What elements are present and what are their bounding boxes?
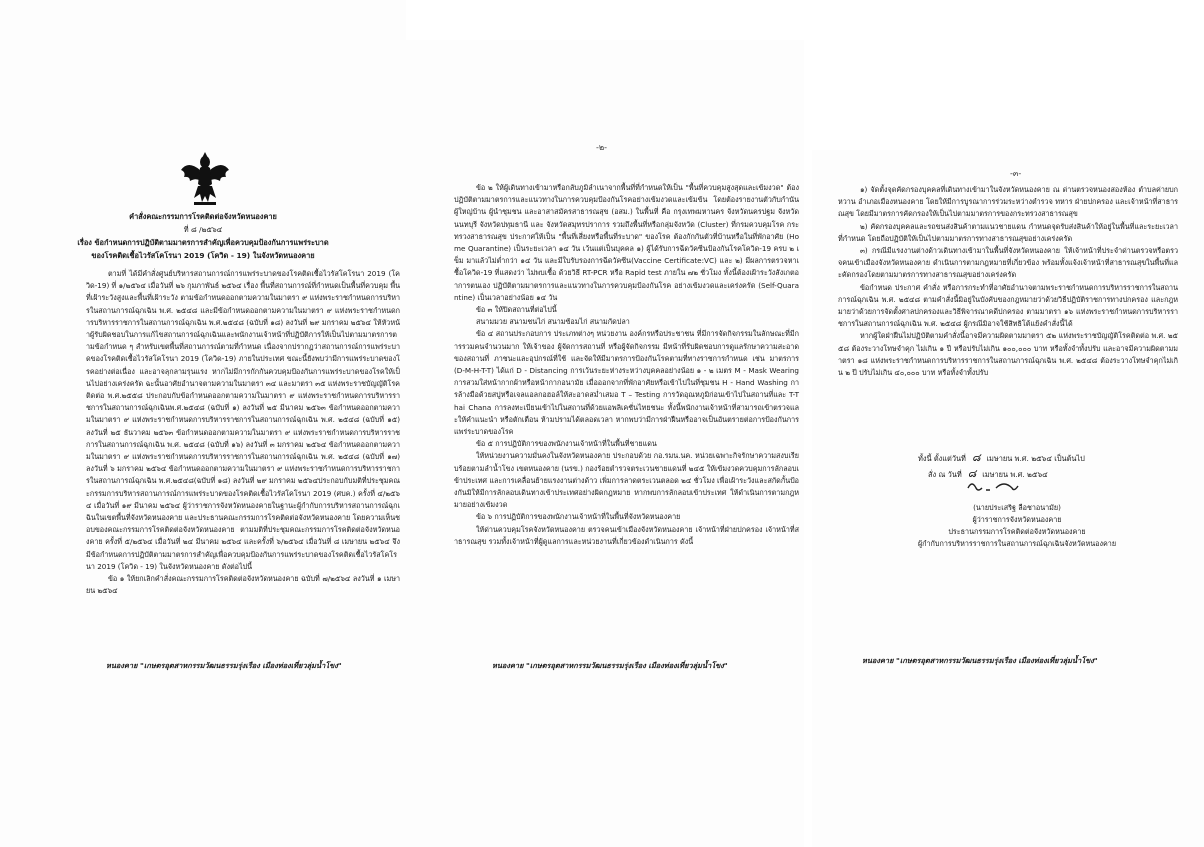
clause-6-heading: ข้อ ๖ การปฏิบัติการของพนักงานเจ้าหน้าที่ในพื้นที่จังหวัดหนองคาย — [476, 512, 681, 522]
document-page-2 — [404, 40, 804, 847]
penalty-paragraph: หากผู้ใดฝ่าฝืนไม่ปฏิบัติตามคำสั่งนี้อาจมีความผิดตามมาตรา ๕๒ แห่งพระราชบัญญัติโรคติดต่อ พ.ศ. ๒๕๕๘ ต้องระวางโทษจำคุก ไม่เกิน ๑ ปี หรือปรับไม่เกิน ๑๐๐,๐๐๐ บาท หรือทั้งจำทั้งปรับ และอาจมีความผิดตามมาตรา ๑๘ แห่งพระราชกำหนดการบริหารราชการในสถานการณ์ฉุกเฉิน พ.ศ. ๒๕๔๘ ต้องระวางโทษจำคุกไม่เกิน ๒ ปี ปรับไม่เกิน ๔๐,๐๐๐ บาท หรือทั้งจำทั้งปรับ — [838, 331, 1178, 378]
order-subject-line2: ของโรคติดเชื้อไวรัสโคโรนา 2019 (โควิด - 19) ในจังหวัดหนองคาย — [91, 251, 315, 260]
clause-5-body: ให้หน่วยงานความมั่นคงในจังหวัดหนองคาย ประกอบด้วย กอ.รมน.นค. หน่วยเฉพาะกิจรักษาความสงบเรียบร้อยตามลำน้ำโขง เขตหนองคาย (นรข.) กองร้อยตำรวจตระเวนชายแดนที่ ๒๔๕ ให้เข้มงวดควบคุมการลักลอบเข้าประเทศ และการเคลื่อนย้ายแรงงานต่างด้าว เพิ่มการลาดตระเวนตลอด ๒๔ ชั่วโมง เพื่อเฝ้าระวังและสกัดกั้นป้องกันมิให้มีการลักลอบเดินทางเข้าประเทศอย่างผิดกฎหมาย หากพบการลักลอบเข้าประเทศ ให้ดำเนินการตามกฎหมายอย่างเข้มงวด — [454, 451, 799, 510]
ordered-day: ๘ — [967, 467, 977, 480]
clause-6-body: ให้ด่านควบคุมโรคจังหวัดหนองคาย ตรวจคนเข้าเมืองจังหวัดหนองคาย เจ้าหน้าที่ฝ่ายปกครอง เจ้าหน้าที่สาธารณสุข รวมทั้งเจ้าหน้าที่ผู้ดูแลการและหน่วยงานที่เกี่ยวข้องดำเนินการ ดังนี้ — [454, 524, 799, 546]
signer-name: (นายประเสริฐ ลือชาอนามัย) — [973, 503, 1061, 512]
signature-block — [902, 502, 1132, 550]
effective-suffix: เมษายน พ.ศ. ๒๕๖๔ เป็นต้นไป — [986, 454, 1085, 463]
effective-date — [918, 452, 1085, 465]
signer-title-chair: ประธานกรรมการโรคติดต่อจังหวัดหนองคาย — [948, 527, 1086, 536]
garuda-emblem-icon — [180, 150, 230, 208]
page2-footer-motto: หนองคาย "เกษตรอุตสาหกรรมวัฒนธรรมรุ่งเรือง เมืองท่องเที่ยวลุ่มน้ำโขง" — [492, 661, 728, 670]
page3-body — [838, 184, 1178, 379]
ordered-suffix: เมษายน พ.ศ. ๒๕๖๔ — [982, 470, 1048, 479]
clause-5-heading: ข้อ ๕ การปฏิบัติการของพนักงานเจ้าหน้าที่ในพื้นที่ชายแดน — [476, 439, 657, 449]
signer-title-emergency: ผู้กำกับการบริหารราชการในสถานการณ์ฉุกเฉินจังหวัดหนองคาย — [917, 539, 1117, 548]
ordered-prefix: สั่ง ณ วันที่ — [928, 470, 962, 479]
effective-prefix: ทั้งนี้ ตั้งแต่วันที่ — [918, 454, 966, 463]
clause-6-item-2: ๒) คัดกรองบุคคลและรถขนส่งสินค้าตามแนวชายแดน กำหนดจุดรับส่งสินค้าให้อยู่ในพื้นที่และระยะเวลาที่กำหนด โดยถือปฏิบัติให้เป็นไปตามมาตรการทางสาธารณสุขอย่างเคร่งครัด — [838, 221, 1178, 243]
order-number: ที่ ๘ /๒๕๖๔ — [183, 225, 223, 234]
page3-footer-motto: หนองคาย "เกษตรอุตสาหกรรมวัฒนธรรมรุ่งเรือง เมืองท่องเที่ยวลุ่มน้ำโขง" — [862, 656, 1098, 665]
preamble-paragraph: ตามที่ ได้มีคำสั่งศูนย์บริหารสถานการณ์การแพร่ระบาดของโรคติดเชื้อไวรัสโคโรนา 2019 (โควิด-19) ที่ ๑/๒๕๖๔ เมื่อวันที่ ๒๖ กุมภาพันธ์ ๒๕๖๔ เรื่อง พื้นที่สถานการณ์ที่กำหนดเป็นพื้นที่ควบคุม พื้นที่เฝ้าระวังสูงและพื้นที่เฝ้าระวัง ตามข้อกำหนดออกตามความในมาตรา ๙ แห่งพระราชกำหนดการบริหารในสถานการณ์ฉุกเฉิน พ.ศ. ๒๕๔๘ และมีข้อกำหนดออกตามความในมาตรา ๙ แห่งพระราชกำหนดการบริหารราชการในสถานการณ์ฉุกเฉิน พ.ศ.๒๕๔๘ (ฉบับที่ ๑๘) ลงวันที่ ๒๙ มกราคม ๒๕๖๔ ให้หัวหน้าผู้รับผิดชอบในการแก้ไขสถานการณ์ฉุกเฉินและพนักงานเจ้าหน้าที่ปฏิบัติการให้เป็นไปตามมาตรการตามข้อกำหนด ๆ สำหรับเขตพื้นที่สถานการณ์ตามที่กำหนด เนื่องจากปรากฏว่าสถานการณ์การแพร่ระบาดของโรคติดเชื้อไวรัสโคโรนา 2019 (โควิด-19) ภายในประเทศ ขณะนี้ยังพบว่ามีการแพร่ระบาดของโรคอย่างต่อเนื่อง และอาจลุกลามรุนแรง หากไม่มีการกักกันควบคุมป้องกันการแพร่ระบาดของโรคให้เป็นไปอย่างเคร่งครัด ฉะนั้นอาศัยอำนาจตามความในมาตรา ๓๔ และมาตรา ๓๕ แห่งพระราชบัญญัติโรคติดต่อ พ.ศ.๒๕๕๘ ประกอบกับข้อกำหนดออกตามความในมาตรา ๙ แห่งพระราชกำหนดการบริหารราชการในสถานการณ์ฉุกเฉินพ.ศ.๒๕๔๘ (ฉบับที่ ๑) ลงวันที่ ๒๕ มีนาคม ๒๕๖๓ ข้อกำหนดออกตามความในมาตรา ๙ แห่งพระราชกำหนดการบริหารราชการในสถานการณ์ฉุกเฉิน พ.ศ. ๒๕๔๘ (ฉบับที่ ๑๕) ลงวันที่ ๒๕ ธันวาคม ๒๕๖๓ ข้อกำหนดออกตามความในมาตรา ๙ แห่งพระราชกำหนดการบริหารราชการในสถานการณ์ฉุกเฉิน พ.ศ. ๒๕๔๘ (ฉบับที่ ๑๖) ลงวันที่ ๓ มกราคม ๒๕๖๔ ข้อกำหนดออกตามความในมาตรา ๙ แห่งพระราชกำหนดการบริหารราชการในสถานการณ์ฉุกเฉิน พ.ศ. ๒๕๔๘ (ฉบับที่ ๑๗) ลงวันที่ ๖ มกราคม ๒๕๖๔ ข้อกำหนดออกตามความในมาตรา ๙ แห่งพระราชกำหนดการบริหารราชการในสถานการณ์ฉุกเฉิน พ.ศ.๒๕๔๘(ฉบับที่ ๑๘) ลงวันที่ ๒๙ มกราคม ๒๕๖๔ประกอบกับมติที่ประชุมคณะกรรมการบริหารสถานการณ์การแพร่ระบาดของโรคติดเชื้อไวรัสโคโรนา 2019 (ศบค.) ครั้งที่ ๔/๒๕๖๔ เมื่อวันที่ ๑๙ มีนาคม ๒๕๖๔ ผู้ว่าราชการจังหวัดหนองคายในฐานะผู้กำกับการบริหารสถานการณ์ฉุกเฉินในเขตพื้นที่จังหวัดหนองคาย และประธานคณะกรรมการโรคติดต่อจังหวัดหนองคาย โดยความเห็นชอบของคณะกรรมการโรคติดต่อจังหวัดหนองคาย ตามมติที่ประชุมคณะกรรมการโรคติดต่อจังหวัดหนองคาย ครั้งที่ ๕/๒๕๖๔ เมื่อวันที่ ๒๔ มีนาคม ๒๕๖๔ และครั้งที่ ๖/๒๕๖๔ เมื่อวันที่ ๘ เมษายน ๒๕๖๔ จึงมีข้อกำหนดการปฏิบัติตามมาตรการสำคัญเพื่อควบคุมป้องกันการแพร่ระบาดของโรคติดเชื้อไวรัสโคโรนา 2019 (โควิด - 19) ในจังหวัดหนองคาย ดังต่อไปนี้ — [86, 269, 400, 571]
page2-body — [454, 182, 799, 548]
signature-mark — [962, 476, 1022, 498]
clause-3-list: สนามมวย สนามชนไก่ สนามซ้อมไก่ สนามกัดปลา — [476, 317, 630, 327]
order-subject: เรื่อง ข้อกำหนดการปฏิบัติตามมาตรการสำคัญเพื่อควบคุมป้องกันการแพร่ระบาด — [77, 238, 329, 247]
clause-2: ข้อ ๒ ให้ผู้เดินทางเข้ามาหรือกลับภูมิลำเนาจากพื้นที่ที่กำหนดให้เป็น "พื้นที่ควบคุมสูงสุดและเข้มงวด" ต้องปฏิบัติตามมาตรการและแนวทางในการควบคุมป้องกันโรคอย่างเข้มงวดและเข้มข้น โดยต้องรายงานตัวกับกำนัน ผู้ใหญ่บ้าน ผู้นำชุมชน และอาสาสมัครสาธารณสุข (อสม.) ในพื้นที่ คือ กรุงเทพมหานคร จังหวัดนครปฐม จังหวัดนนทบุรี จังหวัดปทุมธานี และ จังหวัดสมุทรปราการ รวมถึงพื้นที่หรือกลุ่มจังหวัด (Cluster) ที่กรมควบคุมโรค กระทรวงสาธารณสุข ประกาศให้เป็น "พื้นที่เสี่ยงหรือพื้นที่ระบาด" ของโรค ต้องกักกันตัวที่บ้านหรือในที่พักอาศัย (Home Quarantine) เป็นระยะเวลา ๑๔ วัน เว้นแต่เป็นบุคคล ๑) ผู้ได้รับการฉีดวัคซีนป้องกันโรคโควิด-19 ครบ ๒ เข็ม มาแล้วไม่ต่ำกว่า ๑๔ วัน และมีใบรับรองการฉีดวัคซีน(Vaccine Certificate:VC) และ ๒) มีผลการตรวจหาเชื้อโควิด-19 ที่แสดงว่า ไม่พบเชื้อ ด้วยวิธี RT-PCR หรือ Rapid test ภายใน ๗๒ ชั่วโมง ทั้งนี้ต้องเฝ้าระวังสังเกตอาการตนเอง ปฏิบัติตามมาตรการและแนวทางในการควบคุมป้องกันโรค อย่างเข้มงวดและเคร่งครัด (Self-Quarantine) เป็นเวลาอย่างน้อย ๑๔ วัน — [454, 183, 799, 302]
clause-1: ข้อ ๑ ให้ยกเลิกคำสั่งคณะกรรมการโรคติดต่อจังหวัดหนองคาย ฉบับที่ ๗/๒๕๖๔ ลงวันที่ ๑ เมษายน ๒๕๖๔ — [86, 574, 400, 596]
legal-exemption-paragraph: ข้อกำหนด ประกาศ คำสั่ง หรือการกระทำที่อาศัยอำนาจตามพระราชกำหนดการบริหารราชการในสถานการณ์ฉุกเฉิน พ.ศ. ๒๕๔๘ ตามคำสั่งนี้มิอยู่ในบังคับของกฎหมายว่าด้วยวิธีปฏิบัติราชการทางปกครอง และกฎหมายว่าด้วยการจัดตั้งศาลปกครองและวิธีพิจารณาคดีปกครอง ตามมาตรา ๑๖ แห่งพระราชกำหนดการบริหารราชการในสถานการณ์ฉุกเฉิน พ.ศ. ๒๕๔๘ ผู้กรณีมิอาจใช้สิทธิโต้แย้งคำสั่งนี้ได้ — [838, 282, 1178, 329]
order-title: คำสั่งคณะกรรมการโรคติดต่อจังหวัดหนองคาย — [129, 212, 277, 221]
effective-day: ๘ — [971, 451, 981, 464]
page3-number: -๓- — [1010, 169, 1022, 178]
order-header — [0, 210, 406, 262]
document-page-1 — [0, 0, 406, 847]
clause-4: ข้อ ๔ สถานประกอบการ ประเภทต่างๆ หน่วยงาน องค์กรหรือประชาชน ที่มีการจัดกิจกรรมในลักษณะที่มีการรวมคนจำนวนมาก ให้เจ้าของ ผู้จัดการสถานที่ หรือผู้จัดกิจกรรม มีหน้าที่รับผิดชอบการดูแลรักษาความสะอาดของสถานที่ ภาชนะและอุปกรณ์ที่ใช้ และจัดให้มีมาตรการป้องกันโรคตามที่ทางราชการกำหนด เช่น มาตรการ (D-M-H-T-T) ได้แก่ D - Distancing การเว้นระยะห่างระหว่างบุคคลอย่างน้อย ๑ - ๒ เมตร M - Mask Wearing การสวมใส่หน้ากากผ้าหรือหน้ากากอนามัย เมื่อออกจากที่พักอาศัยหรือเข้าไปในที่ชุมชน H - Hand Washing การล้างมือด้วยสบู่หรือเจลแอลกอฮอล์ให้สะอาดสม่ำเสมอ T – Testing การวัดอุณหภูมิก่อนเข้าไปในสถานที่และ T-Thai Chana การลงทะเบียนเข้าไปในสถานที่ด้วยแอพลิเคชั่นไทยชนะ ทั้งนี้พนักงานเจ้าหน้าที่สามารถเข้าตรวจและให้คำแนะนำ หรือตักเตือน ห้ามปรามได้ตลอดเวลา หากพบว่ามีการฝ่าฝืนหรืออาจเป็นอันตรายต่อการป้องกันการแพร่ระบาดของโรค — [454, 329, 799, 437]
document-page-3 — [812, 150, 1204, 847]
clause-6-item-3: ๓) กรณีมีแรงงานต่างด้าวเดินทางเข้ามาในพื้นที่จังหวัดหนองคาย ให้เจ้าหน้าที่ประจำด่านตรวจหรือตรวจคนเข้าเมืองจังหวัดหนองคาย ดำเนินการตามกฎหมายที่เกี่ยวข้อง พร้อมทั้งแจ้งเจ้าหน้าที่สาธารณสุขในพื้นที่และคัดกรองโดยตามมาตรการทางสาธารณสุขอย่างเคร่งครัด — [838, 246, 1178, 280]
page1-footer-motto: หนองคาย "เกษตรอุตสาหกรรมวัฒนธรรมรุ่งเรือง เมืองท่องเที่ยวลุ่มน้ำโขง" — [106, 661, 342, 670]
page2-number: -๒- — [596, 143, 608, 152]
clause-6-item-1: ๑) จัดตั้งจุดคัดกรองบุคคลที่เดินทางเข้ามาในจังหวัดหนองคาย ณ ด่านตรวจหนองสองห้อง ตำบลค่ายบกหวาน อำเภอเมืองหนองคาย โดยให้มีการบูรณาการร่วมระหว่างตำรวจ ทหาร ฝ่ายปกครอง และเจ้าหน้าที่สาธารณสุข โดยมีมาตรการคัดกรองให้เป็นไปตามมาตรการของกระทรวงสาธารณสุข — [838, 185, 1178, 219]
page1-body — [86, 268, 400, 597]
clause-3: ข้อ ๓ ให้ปิดสถานที่ต่อไปนี้ — [476, 305, 557, 315]
signer-title-governor: ผู้ว่าราชการจังหวัดหนองคาย — [972, 515, 1062, 524]
